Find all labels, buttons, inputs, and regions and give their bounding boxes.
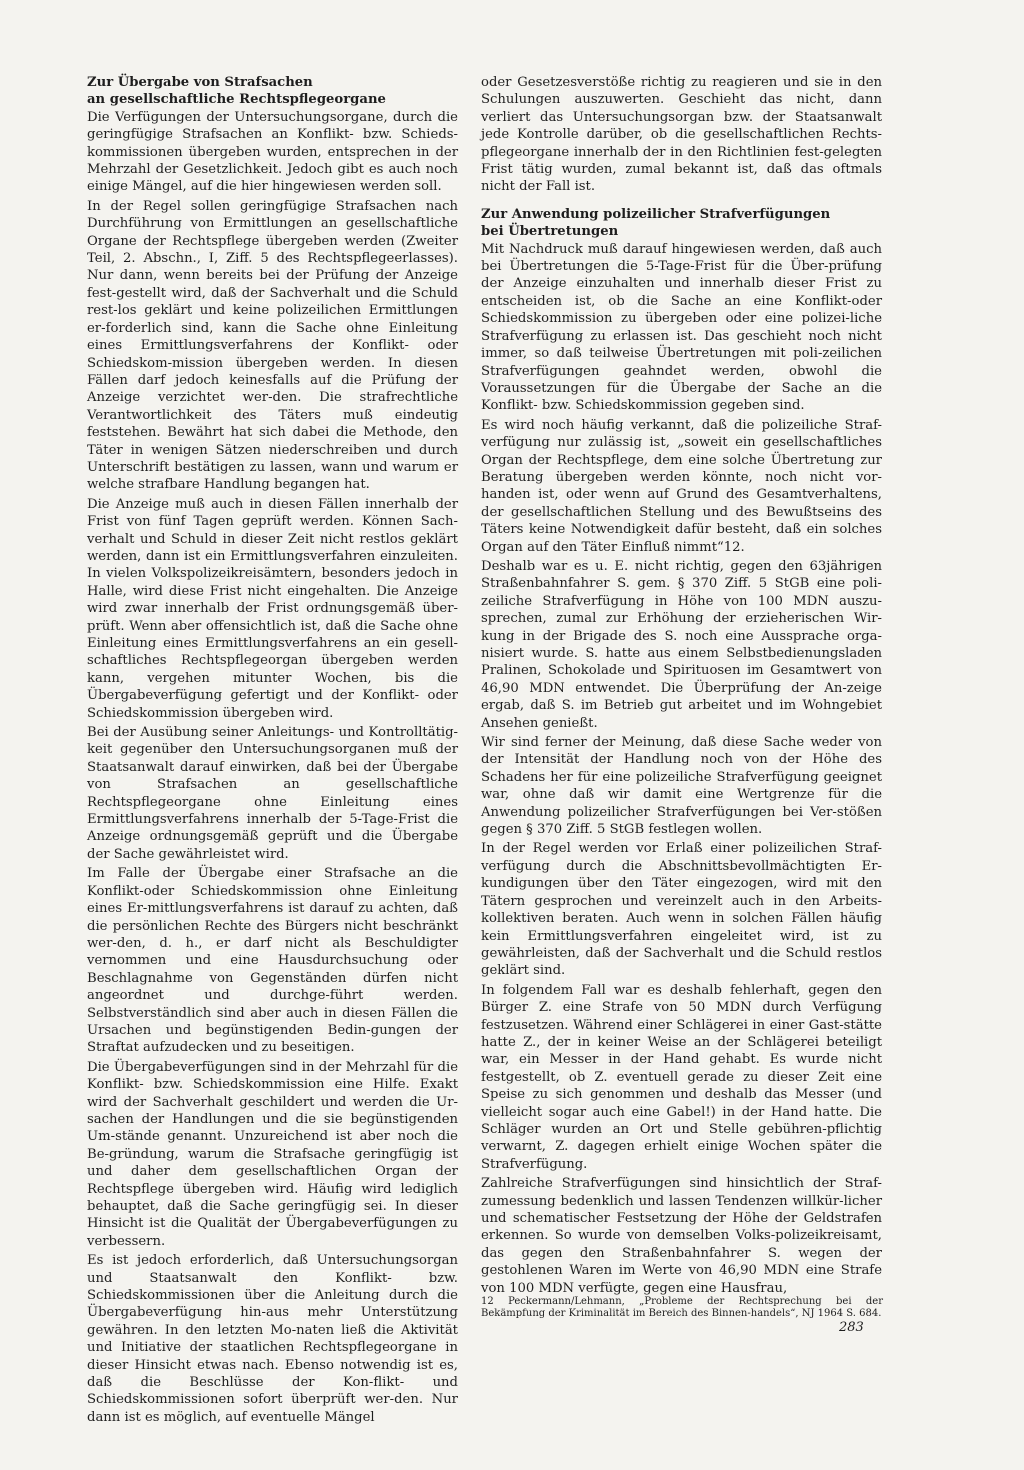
right-paragraph-2: Es wird noch häufig verkannt, daß die polizeiliche Straf-verfügung nur zulässig ist, „soweit ein gesellschaftliches Organ der Rechtspflege, dem eine solche Übertretung zur Beratung übergeben werden könnte, noch nicht vor-handen ist, oder wenn auf Grund des Gesamtverhaltens, der gesellschaftlichen Stellung und des Bewußtseins des Täters keine Notwendigkeit dafür besteht, daß ein solches Organ auf den Täter Einfluß nimmt“12.: [481, 417, 882, 555]
left-paragraph-5: Im Falle der Übergabe einer Strafsache an die Konflikt-oder Schiedskommission ohne Einleitung eines Er-mittlungsverfahrens ist darauf zu achten, daß die persönlichen Rechte des Bürgers nicht beschränkt wer-den, d. h., er darf nicht als Beschuldigter vernommen und eine Hausdurchsuchung oder Beschlagnahme von Gegenständen dürfen nicht angeordnet und durchge-führt werden. Selbstverständlich sind aber auch in diesen Fällen die Ursachen und begünstigenden Bedin-gungen der Straftat aufzudecken und zu beseitigen.: [87, 866, 458, 1056]
right-paragraph-1: Mit Nachdruck muß darauf hingewiesen werden, daß auch bei Übertretungen die 5-Tage-Frist für die Über-prüfung der Anzeige einzuhalten und innerhalb dieser Frist zu entscheiden ist, ob die Sache an eine Konflikt-oder Schiedskommission zu übergeben oder eine polizei-liche Strafverfügung zu erlassen ist. Das geschieht noch nicht immer, so daß teilweise Übertretungen mit poli-zeilichen Strafverfügungen geahndet werden, obwohl die Voraussetzungen für die Übergabe der Sache an die Konflikt- bzw. Schiedskommission gegeben sind.: [481, 241, 882, 414]
left-paragraph-3: Die Anzeige muß auch in diesen Fällen innerhalb der Frist von fünf Tagen geprüft werden. Können Sach-verhalt und Schuld in dieser Zeit nicht restlos geklärt werden, dann ist ein Ermittlungsverfahren einzuleiten. In vielen Volkspolizeikreisämtern, besonders jedoch in Halle, wird diese Frist nicht eingehalten. Die Anzeige wird zwar innerhalb der Frist ordnungsgemäß über-prüft. Wenn aber offensichtlich ist, daß die Sache ohne Einleitung eines Ermittlungsverfahrens an ein gesell-schaftliches Rechtspflegeorgan übergeben werden kann, vergehen mitunter Wochen, bis die Übergabeverfügung gefertigt und der Konflikt- oder Schiedskommission übergeben wird.: [87, 496, 458, 721]
right-paragraph-3: Deshalb war es u. E. nicht richtig, gegen den 63jährigen Straßenbahnfahrer S. gem. § 370 Ziff. 5 StGB eine poli-zeiliche Strafverfügung in Höhe von 100 MDN auszu-sprechen, zumal zur Erhöhung der erzieherischen Wir-kung in der Brigade des S. noch eine Aussprache orga-nisiert wurde. S. hatte aus einem Selbstbedienungsladen Pralinen, Schokolade und Spirituosen im Gesamtwert von 46,90 MDN entwendet. Die Überprüfung der An-zeige ergab, daß S. im Betrieb gut arbeitet und im Wohngebiet Ansehen genießt.: [481, 558, 882, 731]
left-paragraph-1: Die Verfügungen der Untersuchungsorgane, durch die geringfügige Strafsachen an Konflikt- bzw. Schieds-kommissionen übergeben wurden, entsprechen in der Mehrzahl der Gesetzlichkeit. Jedoch gibt es auch noch einige Mängel, auf die hier hingewiesen werden soll.: [87, 109, 458, 195]
left-column: [87, 74, 458, 1428]
right-paragraph-6: In folgendem Fall war es deshalb fehlerhaft, gegen den Bürger Z. eine Strafe von 50 MDN durch Verfügung festzusetzen. Während einer Schlägerei in einer Gast-stätte hatte Z., der in keiner Weise an der Schlägerei beteiligt war, ein Messer in der Hand gehabt. Es wurde nicht festgestellt, ob Z. eventuell gerade zu dieser Zeit eine Speise zu sich genommen und deshalb das Messer (und vielleicht sogar auch eine Gabel!) in der Hand hatte. Die Schläger wurden an Ort und Stelle gebühren-pflichtig verwarnt, Z. dagegen erhielt einige Wochen später die Strafverfügung.: [481, 982, 882, 1172]
left-paragraph-6: Die Übergabeverfügungen sind in der Mehrzahl für die Konflikt- bzw. Schiedskommission eine Hilfe. Exakt wird der Sachverhalt geschildert und werden die Ur-sachen der Handlungen und die sie begünstigenden Um-stände genannt. Unzureichend ist aber noch die Be-gründung, warum die Strafsache geringfügig ist und daher dem gesellschaftlichen Organ der Rechtspflege übergeben wird. Häufig wird lediglich behauptet, daß die Sache geringfügig sei. In dieser Hinsicht ist die Qualität der Übergabeverfügungen zu verbessern.: [87, 1059, 458, 1249]
left-paragraph-2: In der Regel sollen geringfügige Strafsachen nach Durchführung von Ermittlungen an gesellschaftliche Organe der Rechtspflege übergeben werden (Zweiter Teil, 2. Abschn., I, Ziff. 5 des Rechtspflegeerlasses). Nur dann, wenn bereits bei der Prüfung der Anzeige fest-gestellt wird, daß der Sachverhalt und die Schuld rest-los geklärt und keine polizeilichen Ermittlungen er-forderlich sind, kann die Sache ohne Einleitung eines Ermittlungsverfahrens der Konflikt- oder Schiedskom-mission übergeben werden. In diesen Fällen darf jedoch keinesfalls auf die Prüfung der Anzeige verzichtet wer-den. Die strafrechtliche Verantwortlichkeit des Täters muß eindeutig feststehen. Bewährt hat sich dabei die Methode, den Täter in wenigen Sätzen niederschreiben und durch Unterschrift bestätigen zu lassen, wann und warum er welche strafbare Handlung begangen hat.: [87, 198, 458, 493]
left-paragraph-7: Es ist jedoch erforderlich, daß Untersuchungsorgan und Staatsanwalt den Konflikt- bzw. Schiedskommissionen über die Anleitung durch die Übergabeverfügung hin-aus mehr Unterstützung gewähren. In den letzten Mo-naten ließ die Aktivität und Initiative der staatlichen Rechtspflegeorgane in dieser Hinsicht etwas nach. Ebenso notwendig ist es, daß die Beschlüsse der Kon-flikt- und Schiedskommissionen sofort überprüft wer-den. Nur dann ist es möglich, auf eventuelle Mängel: [87, 1253, 458, 1425]
page-number: 283: [839, 1320, 864, 1335]
left-paragraph-4: Bei der Ausübung seiner Anleitungs- und Kontrolltätig-keit gegenüber den Untersuchungsorganen muß der Staatsanwalt darauf einwirken, daß bei der Übergabe von Strafsachen an gesellschaftliche Rechtspflegeorgane ohne Einleitung eines Ermittlungsverfahrens innerhalb der 5-Tage-Frist die Anzeige ordnungsgemäß geprüft und die Übergabe der Sache gewährleistet wird.: [87, 725, 458, 862]
section-heading-strafverfuegungen: Zur Anwendung polizeilicher Strafverfügungen bei Übertretungen: [481, 206, 831, 240]
right-paragraph-7: Zahlreiche Strafverfügungen sind hinsichtlich der Straf-zumessung bedenklich und lassen Tendenzen willkür-licher und schematischer Festsetzung der Höhe der Geldstrafen erkennen. So wurde von demselben Volks-polizeikreisamt, das gegen den Straßenbahnfahrer S. wegen der gestohlenen Waren im Werte von 46,90 MDN eine Strafe von 100 MDN verfügte, gegen eine Hausfrau,: [481, 1176, 882, 1296]
right-column: [481, 74, 882, 1299]
footnote-12: 12 Peckermann/Lehmann, „Probleme der Rechtsprechung bei der Bekämpfung der Kriminalität im Bereich des Binnen-handels“, NJ 1964 S. 684.: [481, 1296, 883, 1319]
right-intro-paragraph: oder Gesetzesverstöße richtig zu reagieren und sie in den Schulungen auszuwerten. Geschieht das nicht, dann verliert das Untersuchungsorgan bzw. der Staatsanwalt jede Kontrolle darüber, ob die gesellschaftlichen Rechts-pflegeorgane innerhalb der in den Richtlinien fest-gelegten Frist tätig wurden, zumal bekannt ist, daß das oftmals nicht der Fall ist.: [481, 75, 882, 195]
right-paragraph-4: Wir sind ferner der Meinung, daß diese Sache weder von der Intensität der Handlung noch von der Höhe des Schadens her für eine polizeiliche Strafverfügung geeignet war, ohne daß wir damit eine Wertgrenze für die Anwendung polizeilicher Strafverfügungen bei Ver-stößen gegen § 370 Ziff. 5 StGB festlegen wollen.: [481, 735, 882, 838]
right-paragraph-5: In der Regel werden vor Erlaß einer polizeilichen Straf-verfügung durch die Abschnittsbevollmächtigten Er-kundigungen über den Täter eingezogen, wird mit den Tätern gesprochen und vereinzelt auch in den Arbeits-kollektiven beraten. Auch wenn in solchen Fällen häufig kein Ermittlungsverfahren eingeleitet wird, ist zu gewährleisten, daß der Sachverhalt und die Schuld restlos geklärt sind.: [481, 841, 882, 979]
section-heading-uebergabe: Zur Übergabe von Strafsachen an gesellschaftliche Rechtspflegeorgane: [87, 75, 386, 108]
